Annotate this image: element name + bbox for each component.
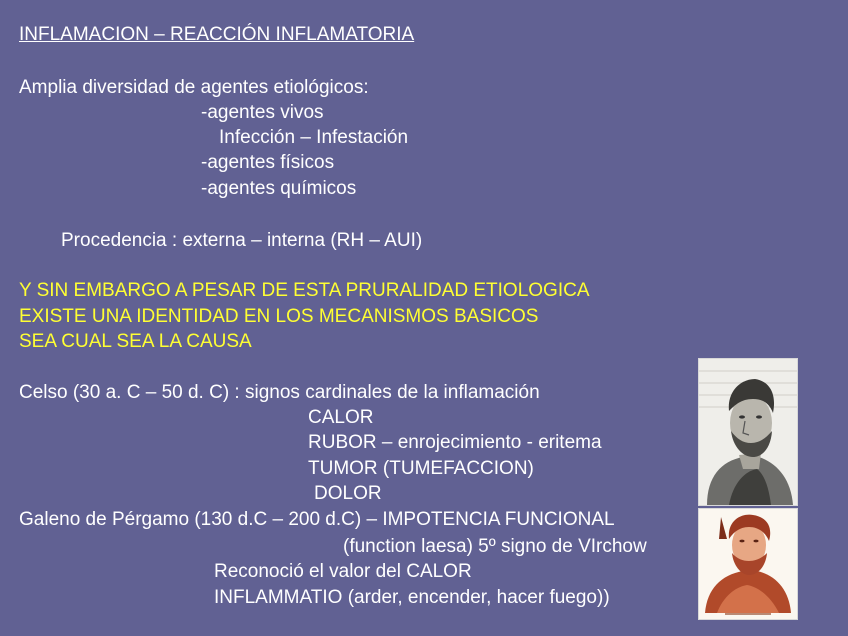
galen-portrait	[698, 508, 798, 620]
galeno-line-1: Galeno de Pérgamo (130 d.C – 200 d.C) – IMPOTENCIA FUNCIONAL	[19, 509, 615, 530]
celso-intro: Celso (30 a. C – 50 d. C) : signos cardinales de la inflamación	[19, 382, 540, 403]
sign-dolor: DOLOR	[314, 483, 382, 504]
agents-intro: Amplia diversidad de agentes etiológicos:	[19, 77, 369, 98]
slide-title: INFLAMACION – REACCIÓN INFLAMATORIA	[19, 24, 415, 45]
galeno-line-2: (function laesa) 5º signo de VIrchow	[343, 536, 647, 557]
agents-item-infeccion: Infección – Infestación	[219, 127, 409, 148]
highlight-line-2: EXISTE UNA IDENTIDAD EN LOS MECANISMOS BASICOS	[19, 306, 539, 327]
galeno-line-3: Reconoció el valor del CALOR	[214, 561, 472, 582]
agents-item-vivos: -agentes vivos	[201, 102, 324, 123]
sign-tumor: TUMOR (TUMEFACCION)	[308, 458, 534, 479]
celsus-portrait	[698, 358, 798, 506]
highlight-line-3: SEA CUAL SEA LA CAUSA	[19, 331, 252, 352]
sign-calor: CALOR	[308, 407, 374, 428]
galeno-line-4: INFLAMMATIO (arder, encender, hacer fuego))	[214, 587, 610, 608]
agents-item-fisicos: -agentes físicos	[201, 152, 335, 173]
agents-item-quimicos: -agentes químicos	[201, 178, 357, 199]
procedencia-line: Procedencia : externa – interna (RH – AUI)	[61, 230, 423, 251]
highlight-line-1: Y SIN EMBARGO A PESAR DE ESTA PRURALIDAD ETIOLOGICA	[19, 280, 590, 301]
sign-rubor: RUBOR – enrojecimiento - eritema	[308, 432, 602, 453]
